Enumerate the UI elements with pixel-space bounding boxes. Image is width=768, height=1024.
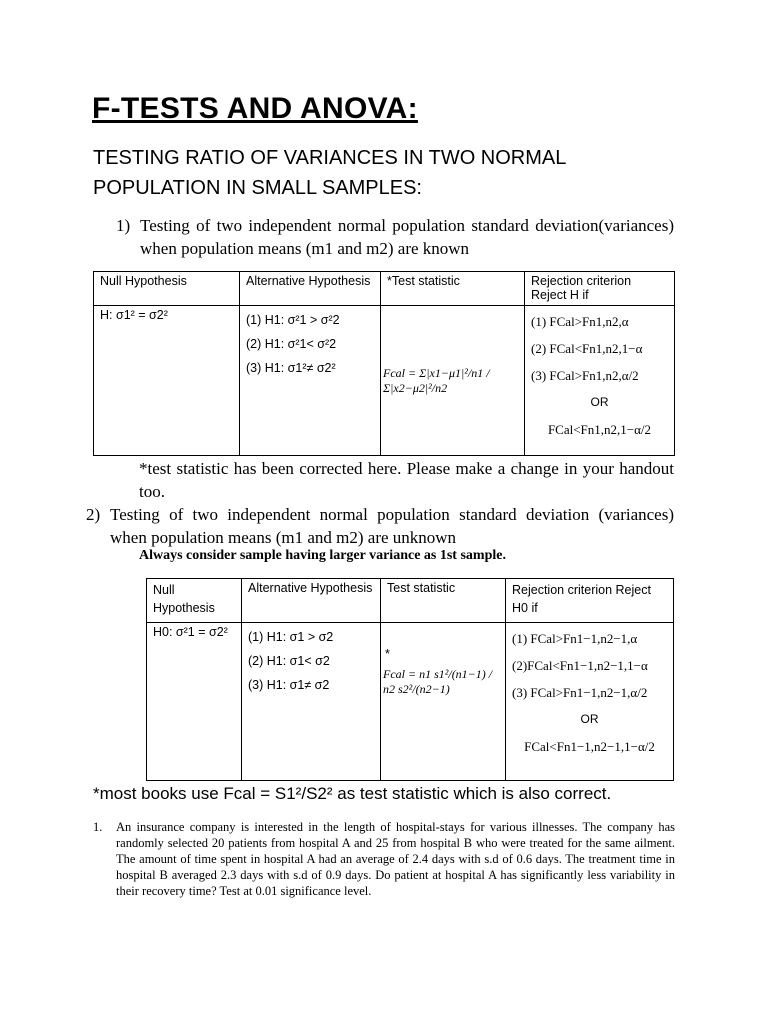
- or-text: OR: [590, 395, 609, 409]
- null-hypothesis: H0: σ²1 = σ2²: [147, 623, 242, 781]
- item-text: Testing of two independent normal population standard deviation (variances) when population means (m1 and m2) are unknown: [110, 505, 674, 547]
- asterisk: *: [385, 647, 390, 661]
- alternative-list: [240, 306, 381, 456]
- problem-number: 1.: [93, 820, 103, 834]
- list-item-2: [86, 503, 674, 549]
- rejection-item: (1) FCal>Fn1−1,n2−1,α: [512, 631, 638, 646]
- page-title: F-TESTS AND ANOVA:: [92, 92, 418, 125]
- table-header: Alternative Hypothesis: [240, 272, 381, 306]
- rejection-item: (2)FCal<Fn1−1,n2−1,1−α: [512, 658, 648, 673]
- problem-text: An insurance company is interested in the length of hospital-stays for various illnesses. The company has randomly selected 20 patients from hospital A and 25 from hospital B who were treated for the same ailment. The amount of time spent in hospital A had an average of 2.4 days with s.d of 0.6 days. The treatment time in hospital B averaged 2.3 days with s.d of 0.9 days. Do patient at hospital A has significantly less variability in their recovery time? Test at 0.01 significance level.: [116, 820, 675, 898]
- rejection-item: (3) FCal>Fn1,n2,α/2: [531, 368, 639, 383]
- table-header: Null Hypothesis: [94, 272, 240, 306]
- rejection-list: [506, 623, 674, 781]
- alternative-list: [242, 623, 381, 781]
- section-heading: TESTING RATIO OF VARIANCES IN TWO NORMAL POPULATION IN SMALL SAMPLES:: [93, 147, 566, 199]
- rejection-item: FCal<Fn1−1,n2−1,1−α/2: [524, 739, 655, 754]
- rejection-item: (1) FCal>Fn1,n2,α: [531, 314, 629, 329]
- formula-text: Fcal = Σ|x1−μ1|²/n1 / Σ|x2−μ2|²/n2: [383, 365, 490, 395]
- rejection-item: (3) FCal>Fn1−1,n2−1,α/2: [512, 685, 648, 700]
- test-statistic-formula: [381, 306, 525, 456]
- alternative-item: (2) H1: σ²1< σ²2: [246, 337, 337, 351]
- correction-note: *test statistic has been corrected here. Please make a change in your handout too.: [139, 459, 674, 501]
- null-hypothesis: H: σ1² = σ2²: [94, 306, 240, 456]
- alternative-item: (3) H1: σ1≠ σ2: [248, 678, 330, 692]
- table-header: Rejection criterion Reject H0 if: [506, 579, 674, 623]
- list-item-1: [116, 214, 674, 260]
- textbook-note: *most books use Fcal = S1²/S2² as test statistic which is also correct.: [93, 784, 612, 803]
- hypothesis-table-known-means: [93, 271, 675, 456]
- table-header: *Test statistic: [381, 272, 525, 306]
- item-number: 2): [86, 505, 101, 524]
- alternative-item: (3) H1: σ1²≠ σ2²: [246, 361, 336, 375]
- rejection-list: [525, 306, 675, 456]
- hypothesis-table-unknown-means: [146, 578, 674, 781]
- table-header: Rejection criterion Reject H if: [525, 272, 675, 306]
- formula-text: Fcal = n1 s1²/(n1−1) / n2 s2²/(n2−1): [383, 667, 493, 696]
- alternative-item: (1) H1: σ²1 > σ²2: [246, 313, 340, 327]
- table-header: Alternative Hypothesis: [242, 579, 381, 623]
- bold-instruction: Always consider sample having larger variance as 1st sample.: [139, 548, 506, 563]
- item-number: 1): [116, 216, 131, 235]
- item-text: Testing of two independent normal population standard deviation(variances) when population means (m1 and m2) are known: [140, 216, 674, 258]
- table-header: Null Hypothesis: [147, 579, 242, 623]
- rejection-item: (2) FCal<Fn1,n2,1−α: [531, 341, 643, 356]
- rejection-item: FCal<Fn1,n2,1−α/2: [547, 422, 652, 437]
- table-header: Test statistic: [381, 579, 506, 623]
- problem-statement: [93, 819, 675, 899]
- test-statistic-formula: [381, 623, 506, 781]
- alternative-item: (1) H1: σ1 > σ2: [248, 630, 334, 644]
- alternative-item: (2) H1: σ1< σ2: [248, 654, 330, 668]
- or-text: OR: [580, 712, 599, 726]
